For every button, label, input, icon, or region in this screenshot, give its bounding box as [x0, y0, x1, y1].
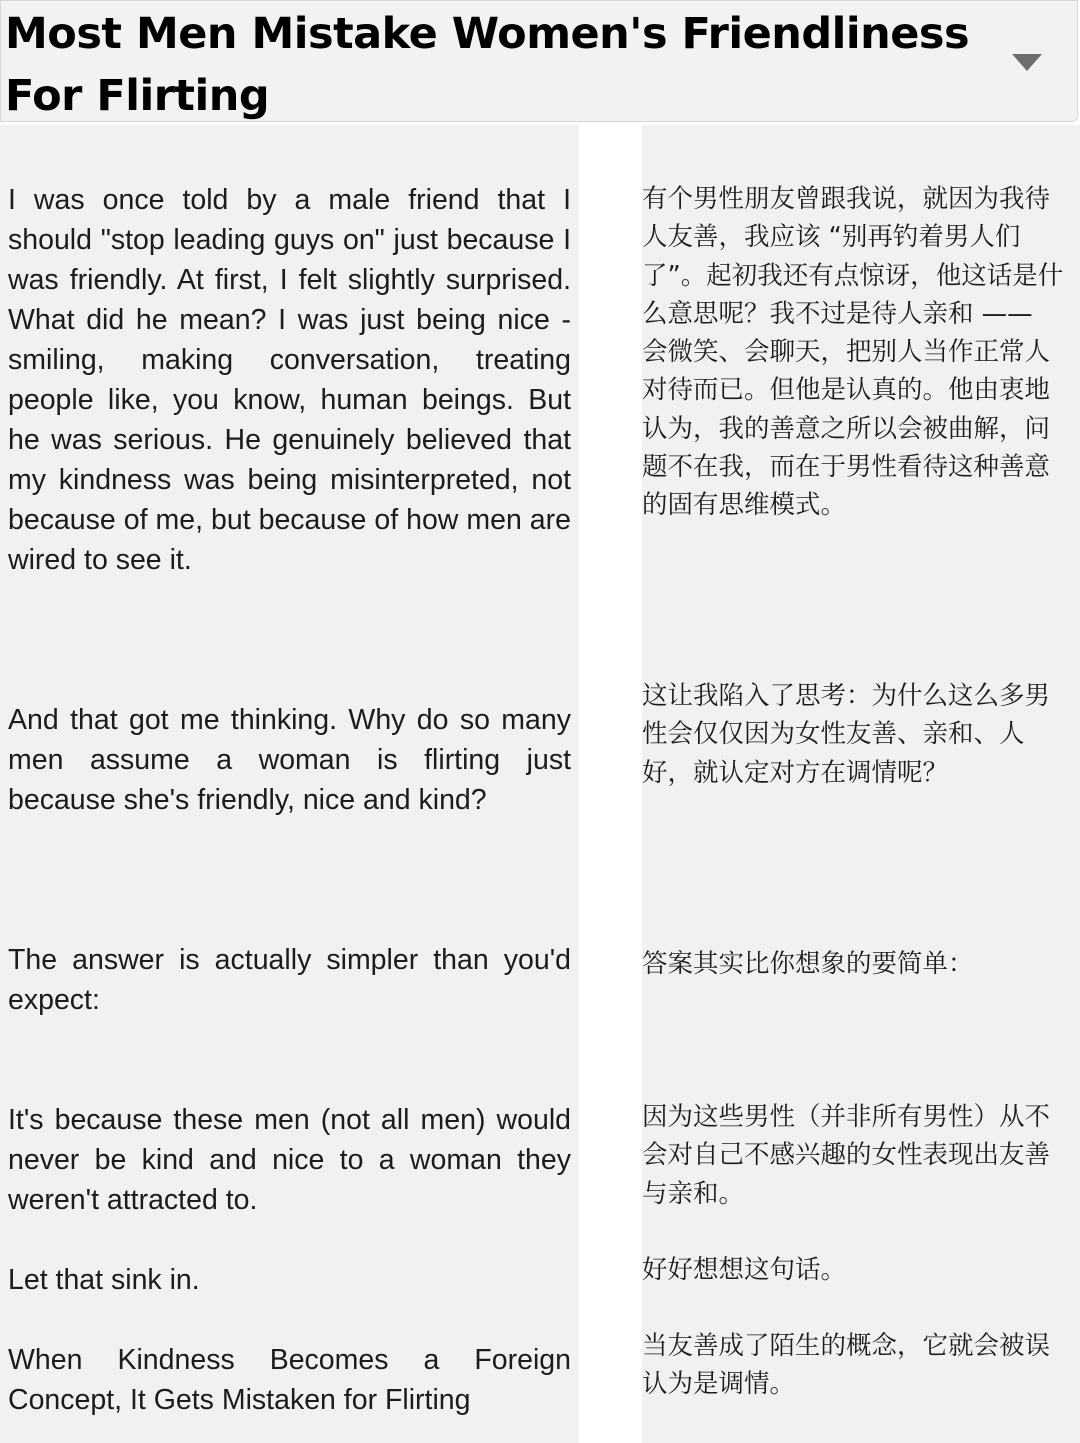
- english-paragraph-4: It's because these men (not all men) would never be kind and nice to a woman they weren't attracted to.: [8, 1104, 571, 1216]
- english-paragraph-3: The answer is actually simpler than you'd expect:: [8, 944, 571, 1016]
- article-title: Most Men Mistake Women's Friendliness For Flirting: [5, 9, 970, 121]
- english-paragraph-6: When Kindness Becomes a Foreign Concept, It Gets Mistaken for Flirting: [8, 1344, 571, 1416]
- chinese-paragraph-3: 答案其实比你想象的要简单：: [642, 949, 974, 979]
- chinese-paragraph-2: 这让我陷入了思考：为什么这么多男性会仅仅因为女性友善、亲和、人好，就认定对方在调情呢？: [642, 681, 1051, 788]
- chinese-paragraph-1: 有个男性朋友曾跟我说，就因为我待人友善，我应该 “别再钓着男人们了”。起初我还有点惊讶，他这话是什么意思呢？我不过是待人亲和 —— 会微笑、会聊天，把别人当作正常人对待而已。但他是认真的。他由衷地认为，我的善意之所以会被曲解，问题不在我，而在于男性看待这种善意的固有思维模式。: [642, 184, 1064, 521]
- english-paragraph-2: And that got me thinking. Why do so many men assume a woman is flirting just because she's friendly, nice and kind?: [8, 704, 571, 816]
- title-bar: [0, 0, 1078, 122]
- chinese-paragraph-5: 好好想想这句话。: [642, 1255, 847, 1285]
- chinese-paragraph-6: 当友善成了陌生的概念，它就会被误认为是调情。: [642, 1331, 1051, 1400]
- english-column: [0, 125, 579, 1443]
- english-paragraph-1: I was once told by a male friend that I should "stop leading guys on" just because I was friendly. At first, I felt slightly surprised. What did he mean? I was just being nice - smiling, making conversation, treating people like, you know, human beings. But he was serious. He genuinely believed that my kindness was being misinterpreted, not because of me, but because of how men are wired to see it.: [8, 184, 571, 576]
- english-paragraph-5: Let that sink in.: [8, 1264, 200, 1296]
- chinese-paragraph-4: 因为这些男性（并非所有男性）从不会对自己不感兴趣的女性表现出友善与亲和。: [642, 1102, 1051, 1209]
- triangle-down-icon[interactable]: [1011, 53, 1043, 73]
- chinese-column: [642, 125, 1080, 1443]
